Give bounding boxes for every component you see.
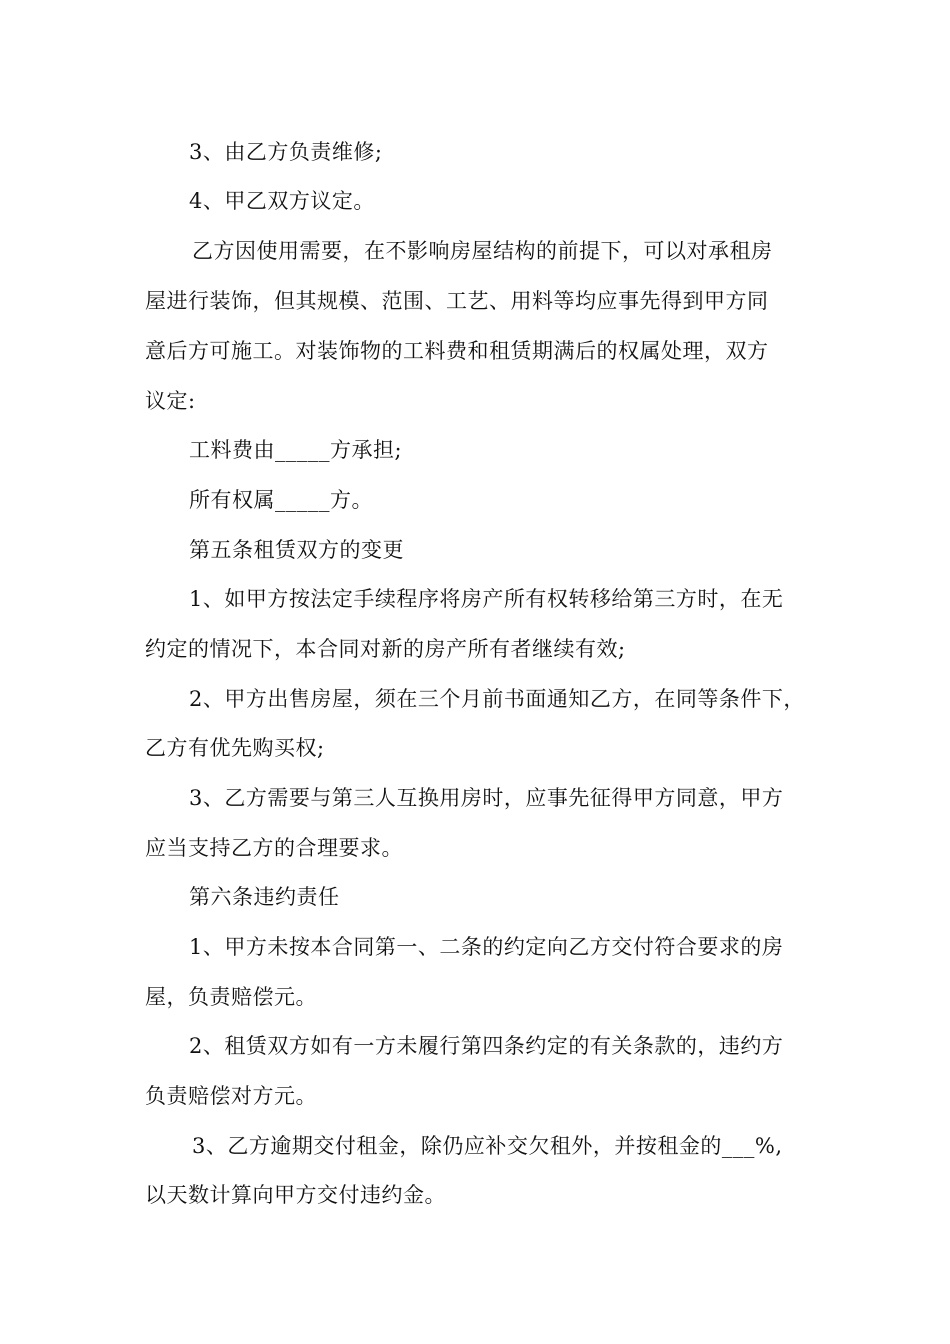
text-line: 应当支持乙方的合理要求。 [145, 836, 403, 860]
text-line: 3、乙方逾期交付租金，除仍应补交欠租外，并按租金的___%, [192, 1134, 783, 1158]
text-line: 4、甲乙双方议定。 [189, 189, 375, 213]
text-line: 屋，负责赔偿元。 [145, 985, 317, 1009]
text-line: 所有权属_____方。 [189, 488, 373, 512]
text-line: 议定: [145, 389, 196, 413]
text-line: 负责赔偿对方元。 [145, 1084, 317, 1108]
text-line: 乙方因使用需要，在不影响房屋结构的前提下，可以对承租房 [192, 239, 773, 263]
text-line: 工料费由_____方承担; [189, 438, 403, 462]
text-line: 3、乙方需要与第三人互换用房时，应事先征得甲方同意，甲方 [189, 786, 784, 810]
section-heading: 第六条违约责任 [189, 885, 340, 909]
text-line: 乙方有优先购买权; [145, 736, 325, 760]
text-line: 意后方可施工。对装饰物的工料费和租赁期满后的权属处理，双方 [145, 339, 769, 363]
text-line: 约定的情况下，本合同对新的房产所有者继续有效; [145, 637, 626, 661]
text-line: 3、由乙方负责维修; [189, 140, 383, 164]
text-line: 1、甲方未按本合同第一、二条的约定向乙方交付符合要求的房 [189, 935, 784, 959]
text-line: 1、如甲方按法定手续程序将房产所有权转移给第三方时，在无 [189, 587, 784, 611]
text-line: 2、租赁双方如有一方未履行第四条约定的有关条款的，违约方 [189, 1034, 784, 1058]
text-line: 屋进行装饰，但其规模、范围、工艺、用料等均应事先得到甲方同 [145, 289, 769, 313]
text-line: 以天数计算向甲方交付违约金。 [145, 1183, 446, 1207]
text-line: 2、甲方出售房屋，须在三个月前书面通知乙方，在同等条件下， [189, 687, 805, 711]
section-heading: 第五条租赁双方的变更 [189, 538, 404, 562]
